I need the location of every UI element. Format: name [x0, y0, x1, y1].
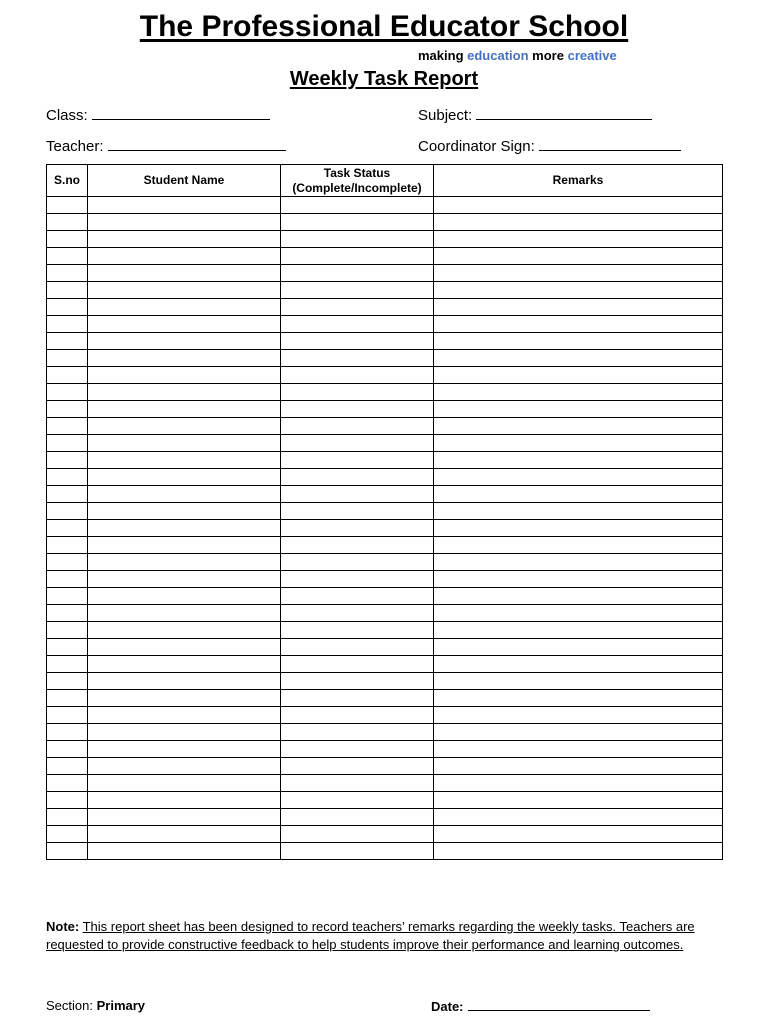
task-status-cell[interactable] [281, 214, 434, 231]
student-name-cell[interactable] [88, 214, 281, 231]
task-status-cell[interactable] [281, 282, 434, 299]
remarks-cell[interactable] [434, 486, 723, 503]
remarks-cell[interactable] [434, 367, 723, 384]
tagline-word: making [418, 48, 464, 63]
table-body [47, 197, 723, 860]
task-status-cell[interactable] [281, 639, 434, 656]
sno-cell[interactable] [47, 639, 88, 656]
task-status-cell[interactable] [281, 435, 434, 452]
sno-cell[interactable] [47, 384, 88, 401]
task-status-cell[interactable] [281, 741, 434, 758]
remarks-cell[interactable] [434, 707, 723, 724]
remarks-cell[interactable] [434, 435, 723, 452]
student-name-cell[interactable] [88, 384, 281, 401]
task-status-cell[interactable] [281, 571, 434, 588]
table-row [47, 792, 723, 809]
sno-cell[interactable] [47, 843, 88, 860]
sno-cell[interactable] [47, 316, 88, 333]
sno-cell[interactable] [47, 656, 88, 673]
sno-cell[interactable] [47, 554, 88, 571]
student-name-cell[interactable] [88, 724, 281, 741]
task-status-cell[interactable] [281, 843, 434, 860]
table-row [47, 843, 723, 860]
date-field [431, 997, 650, 1016]
task-status-cell[interactable] [281, 520, 434, 537]
table-row [47, 452, 723, 469]
student-name-cell[interactable] [88, 333, 281, 350]
remarks-cell[interactable] [434, 554, 723, 571]
student-name-cell[interactable] [88, 367, 281, 384]
coordinator-sign-label: Coordinator Sign: [418, 138, 535, 155]
remarks-cell[interactable] [434, 316, 723, 333]
coordinator-sign-field [418, 136, 681, 157]
remarks-cell[interactable] [434, 418, 723, 435]
task-status-cell[interactable] [281, 401, 434, 418]
student-name-cell[interactable] [88, 248, 281, 265]
table-row [47, 401, 723, 418]
coordinator-sign-blank-line[interactable] [539, 136, 681, 151]
remarks-cell[interactable] [434, 401, 723, 418]
student-name-cell[interactable] [88, 282, 281, 299]
task-status-cell[interactable] [281, 367, 434, 384]
student-name-cell[interactable] [88, 690, 281, 707]
table-row [47, 724, 723, 741]
sno-cell[interactable] [47, 469, 88, 486]
student-name-cell[interactable] [88, 265, 281, 282]
sno-cell[interactable] [47, 486, 88, 503]
task-status-cell[interactable] [281, 418, 434, 435]
task-status-cell[interactable] [281, 724, 434, 741]
table-row [47, 826, 723, 843]
remarks-cell[interactable] [434, 843, 723, 860]
remarks-cell[interactable] [434, 605, 723, 622]
student-name-cell[interactable] [88, 401, 281, 418]
sno-cell[interactable] [47, 503, 88, 520]
school-title [0, 8, 768, 46]
sno-cell[interactable] [47, 435, 88, 452]
student-name-cell[interactable] [88, 605, 281, 622]
table-row [47, 707, 723, 724]
table-row [47, 486, 723, 503]
remarks-cell[interactable] [434, 214, 723, 231]
class-blank-line[interactable] [92, 105, 270, 120]
task-status-cell[interactable] [281, 758, 434, 775]
table-row [47, 605, 723, 622]
task-status-header-line1: Task Status [323, 165, 391, 180]
task-status-cell[interactable] [281, 469, 434, 486]
task-report-table [46, 164, 723, 860]
remarks-cell[interactable] [434, 231, 723, 248]
task-status-cell[interactable] [281, 622, 434, 639]
tagline-word: more [532, 48, 564, 63]
sno-cell[interactable] [47, 724, 88, 741]
column-header-student-name: Student Name [88, 165, 281, 197]
task-status-cell[interactable] [281, 265, 434, 282]
student-name-cell[interactable] [88, 299, 281, 316]
subject-label: Subject: [418, 107, 473, 124]
remarks-cell[interactable] [434, 299, 723, 316]
sno-cell[interactable] [47, 333, 88, 350]
tagline-accent-word: education [467, 48, 529, 63]
task-status-cell[interactable] [281, 333, 434, 350]
task-status-cell[interactable] [281, 673, 434, 690]
student-name-cell[interactable] [88, 520, 281, 537]
remarks-cell[interactable] [434, 639, 723, 656]
task-status-cell[interactable] [281, 690, 434, 707]
table-row [47, 520, 723, 537]
table-row [47, 656, 723, 673]
student-name-cell[interactable] [88, 197, 281, 214]
sno-cell[interactable] [47, 367, 88, 384]
remarks-cell[interactable] [434, 452, 723, 469]
report-title [0, 66, 768, 92]
task-status-cell[interactable] [281, 231, 434, 248]
table-row [47, 350, 723, 367]
section-value: Primary [96, 998, 146, 1013]
remarks-cell[interactable] [434, 826, 723, 843]
student-name-cell[interactable] [88, 775, 281, 792]
table-row [47, 469, 723, 486]
student-name-cell[interactable] [88, 571, 281, 588]
class-label: Class: [46, 107, 88, 124]
sno-cell[interactable] [47, 299, 88, 316]
task-status-header-line2: (Complete/Incomplete) [292, 180, 422, 195]
task-status-cell[interactable] [281, 707, 434, 724]
note [46, 918, 706, 954]
table-row [47, 248, 723, 265]
sno-cell[interactable] [47, 741, 88, 758]
table-row [47, 231, 723, 248]
remarks-cell[interactable] [434, 741, 723, 758]
table-row [47, 537, 723, 554]
remarks-cell[interactable] [434, 656, 723, 673]
table-row [47, 673, 723, 690]
sno-cell[interactable] [47, 537, 88, 554]
sno-cell[interactable] [47, 248, 88, 265]
table-row [47, 333, 723, 350]
remarks-cell[interactable] [434, 282, 723, 299]
sno-cell[interactable] [47, 214, 88, 231]
remarks-cell[interactable] [434, 520, 723, 537]
student-name-cell[interactable] [88, 350, 281, 367]
table-row [47, 775, 723, 792]
tagline [418, 47, 617, 65]
task-status-cell[interactable] [281, 656, 434, 673]
teacher-blank-line[interactable] [108, 136, 286, 151]
remarks-cell[interactable] [434, 673, 723, 690]
note-text: This report sheet has been designed to record teachers’ remarks regarding the weekly tasks. Teachers are requested to provide constructive feedback to help students improve their performance and learning outcomes. [46, 919, 695, 952]
task-status-cell[interactable] [281, 316, 434, 333]
student-name-cell[interactable] [88, 639, 281, 656]
student-name-cell[interactable] [88, 231, 281, 248]
task-status-cell[interactable] [281, 197, 434, 214]
sno-cell[interactable] [47, 758, 88, 775]
student-name-cell[interactable] [88, 469, 281, 486]
sno-cell[interactable] [47, 418, 88, 435]
remarks-cell[interactable] [434, 775, 723, 792]
student-name-cell[interactable] [88, 673, 281, 690]
task-status-cell[interactable] [281, 554, 434, 571]
remarks-cell[interactable] [434, 333, 723, 350]
table-row [47, 554, 723, 571]
remarks-cell[interactable] [434, 469, 723, 486]
teacher-label: Teacher: [46, 138, 104, 155]
student-name-cell[interactable] [88, 537, 281, 554]
table-row [47, 690, 723, 707]
remarks-cell[interactable] [434, 197, 723, 214]
task-status-cell[interactable] [281, 350, 434, 367]
task-status-cell[interactable] [281, 299, 434, 316]
student-name-cell[interactable] [88, 656, 281, 673]
remarks-cell[interactable] [434, 503, 723, 520]
sno-cell[interactable] [47, 350, 88, 367]
task-status-cell[interactable] [281, 384, 434, 401]
subject-field [418, 105, 652, 126]
date-blank-line[interactable] [468, 997, 650, 1011]
task-status-cell[interactable] [281, 503, 434, 520]
sno-cell[interactable] [47, 265, 88, 282]
sno-cell[interactable] [47, 809, 88, 826]
section-label: Section: [46, 998, 93, 1013]
tagline-accent-word: creative [567, 48, 617, 63]
remarks-cell[interactable] [434, 809, 723, 826]
student-name-cell[interactable] [88, 452, 281, 469]
student-name-cell[interactable] [88, 503, 281, 520]
remarks-cell[interactable] [434, 350, 723, 367]
table-row [47, 809, 723, 826]
table-row [47, 384, 723, 401]
table-row [47, 741, 723, 758]
remarks-cell[interactable] [434, 537, 723, 554]
sno-cell[interactable] [47, 775, 88, 792]
student-name-cell[interactable] [88, 792, 281, 809]
table-row [47, 282, 723, 299]
task-status-cell[interactable] [281, 775, 434, 792]
date-label: Date: [431, 999, 464, 1014]
sno-cell[interactable] [47, 231, 88, 248]
table-row [47, 367, 723, 384]
student-name-cell[interactable] [88, 843, 281, 860]
remarks-cell[interactable] [434, 248, 723, 265]
sno-cell[interactable] [47, 690, 88, 707]
table-row [47, 622, 723, 639]
table-row [47, 758, 723, 775]
sno-cell[interactable] [47, 282, 88, 299]
student-name-cell[interactable] [88, 554, 281, 571]
section-field [46, 997, 145, 1015]
student-name-cell[interactable] [88, 622, 281, 639]
student-name-cell[interactable] [88, 826, 281, 843]
note-label: Note: [46, 919, 80, 934]
task-status-cell[interactable] [281, 792, 434, 809]
task-status-cell[interactable] [281, 248, 434, 265]
sno-cell[interactable] [47, 520, 88, 537]
task-status-cell[interactable] [281, 826, 434, 843]
student-name-cell[interactable] [88, 809, 281, 826]
table-row [47, 418, 723, 435]
remarks-cell[interactable] [434, 384, 723, 401]
sno-cell[interactable] [47, 622, 88, 639]
remarks-cell[interactable] [434, 622, 723, 639]
table-row [47, 197, 723, 214]
task-status-cell[interactable] [281, 588, 434, 605]
remarks-cell[interactable] [434, 792, 723, 809]
student-name-cell[interactable] [88, 486, 281, 503]
sno-cell[interactable] [47, 452, 88, 469]
student-name-cell[interactable] [88, 758, 281, 775]
remarks-cell[interactable] [434, 690, 723, 707]
sno-cell[interactable] [47, 707, 88, 724]
sno-cell[interactable] [47, 588, 88, 605]
student-name-cell[interactable] [88, 418, 281, 435]
task-status-cell[interactable] [281, 452, 434, 469]
school-name: The Professional Educator School [139, 10, 629, 43]
task-status-cell[interactable] [281, 605, 434, 622]
task-status-cell[interactable] [281, 809, 434, 826]
task-status-cell[interactable] [281, 486, 434, 503]
student-name-cell[interactable] [88, 316, 281, 333]
student-name-cell[interactable] [88, 435, 281, 452]
table-row [47, 435, 723, 452]
remarks-cell[interactable] [434, 265, 723, 282]
task-status-cell[interactable] [281, 537, 434, 554]
column-header-remarks: Remarks [434, 165, 723, 197]
report-title-text: Weekly Task Report [289, 68, 479, 90]
sno-cell[interactable] [47, 571, 88, 588]
table-row [47, 214, 723, 231]
column-header-sno: S.no [47, 165, 88, 197]
table-row [47, 299, 723, 316]
remarks-cell[interactable] [434, 588, 723, 605]
sno-cell[interactable] [47, 792, 88, 809]
table-row [47, 316, 723, 333]
teacher-field [46, 136, 286, 157]
remarks-cell[interactable] [434, 571, 723, 588]
sno-cell[interactable] [47, 197, 88, 214]
student-name-cell[interactable] [88, 588, 281, 605]
student-name-cell[interactable] [88, 707, 281, 724]
subject-blank-line[interactable] [476, 105, 652, 120]
table-row [47, 571, 723, 588]
sno-cell[interactable] [47, 605, 88, 622]
table-row [47, 265, 723, 282]
sno-cell[interactable] [47, 673, 88, 690]
table-row [47, 503, 723, 520]
remarks-cell[interactable] [434, 724, 723, 741]
table-row [47, 588, 723, 605]
remarks-cell[interactable] [434, 758, 723, 775]
student-name-cell[interactable] [88, 741, 281, 758]
sno-cell[interactable] [47, 826, 88, 843]
table-header-row [47, 165, 723, 197]
class-field [46, 105, 270, 126]
sno-cell[interactable] [47, 401, 88, 418]
column-header-task-status [281, 165, 434, 197]
table-row [47, 639, 723, 656]
